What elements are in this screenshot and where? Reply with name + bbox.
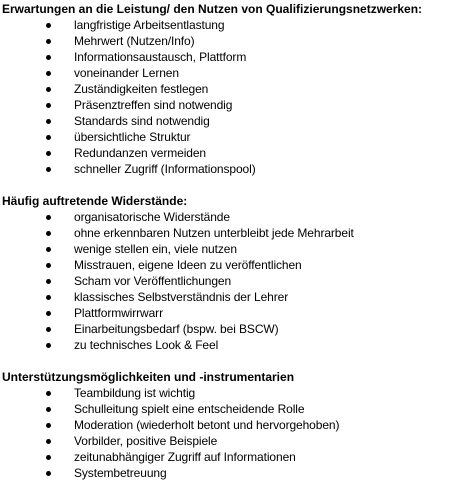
bullet-icon [46,23,51,28]
bullet-icon [46,87,51,92]
bullet-icon [46,151,51,156]
list-item [0,433,466,449]
bullet-icon [46,71,51,76]
bullet-icon [46,167,51,172]
bullet-list [0,385,466,481]
bullet-icon [46,423,51,428]
list-item [0,289,466,305]
list-item-text: Zuständigkeiten festlegen [74,82,209,96]
bullet-icon [46,247,51,252]
list-item [0,465,466,481]
list-item-text: schneller Zugriff (Informationspool) [74,162,256,176]
list-item-text: Einarbeitungsbedarf (bspw. bei BSCW) [74,322,279,336]
bullet-icon [46,135,51,140]
list-item [0,145,466,161]
list-item-text: Scham vor Veröffentlichungen [74,274,232,288]
list-item [0,225,466,241]
list-item-text: ohne erkennbaren Nutzen unterbleibt jede Mehrarbeit [74,226,354,240]
bullet-icon [46,295,51,300]
section-expectations [0,1,466,177]
list-item [0,161,466,177]
bullet-icon [46,39,51,44]
list-item [0,113,466,129]
list-item [0,273,466,289]
section-resistances [0,193,466,353]
bullet-icon [46,103,51,108]
bullet-icon [46,327,51,332]
bullet-icon [46,119,51,124]
list-item [0,305,466,321]
list-item [0,129,466,145]
bullet-icon [46,263,51,268]
list-item-text: Informationsaustausch, Plattform [74,50,247,64]
bullet-list [0,17,466,177]
bullet-icon [46,471,51,476]
bullet-icon [46,439,51,444]
list-item-text: Mehrwert (Nutzen/Info) [74,34,195,48]
list-item-text: Vorbilder, positive Beispiele [74,434,218,448]
list-item [0,337,466,353]
bullet-icon [46,407,51,412]
list-item [0,321,466,337]
section-support [0,369,466,481]
list-item-text: Schulleitung spielt eine entscheidende Rolle [74,402,305,416]
list-item-text: übersichtliche Struktur [74,130,191,144]
bullet-icon [46,55,51,60]
list-item-text: voneinander Lernen [74,66,179,80]
list-item-text: zeitunabhängiger Zugriff auf Informationen [74,450,296,464]
list-item-text: Plattformwirrwarr [74,306,163,320]
list-item-text: Systembetreuung [74,466,167,480]
bullet-icon [46,215,51,220]
list-item [0,81,466,97]
list-item-text: wenige stellen ein, viele nutzen [74,242,237,256]
list-item-text: Teambildung ist wichtig [74,386,196,400]
bullet-icon [46,391,51,396]
list-item-text: Redundanzen vermeiden [74,146,206,160]
section-heading: Häufig auftretende Widerstände: [2,194,188,208]
list-item-text: zu technisches Look & Feel [74,338,219,352]
list-item [0,97,466,113]
list-item [0,17,466,33]
section-heading: Unterstützungsmöglichkeiten und -instrumentarien [2,370,295,384]
section-heading: Erwartungen an die Leistung/ den Nutzen von Qualifizierungsnetzwerken: [2,2,423,16]
bullet-icon [46,343,51,348]
list-item [0,401,466,417]
list-item [0,449,466,465]
list-item-text: organisatorische Widerstände [74,210,230,224]
list-item [0,209,466,225]
bullet-icon [46,279,51,284]
bullet-icon [46,231,51,236]
list-item-text: klassisches Selbstverständnis der Lehrer [74,290,289,304]
list-item [0,241,466,257]
list-item-text: Moderation (wiederholt betont und hervorgehoben) [74,418,340,432]
list-item [0,385,466,401]
list-item [0,49,466,65]
bullet-icon [46,455,51,460]
bullet-list [0,209,466,353]
list-item-text: Standards sind notwendig [74,114,210,128]
bullet-icon [46,311,51,316]
list-item [0,417,466,433]
list-item [0,33,466,49]
list-item-text: langfristige Arbeitsentlastung [74,18,225,32]
list-item-text: Misstrauen, eigene Ideen zu veröffentlichen [74,258,302,272]
list-item [0,257,466,273]
list-item [0,65,466,81]
list-item-text: Präsenztreffen sind notwendig [74,98,233,112]
